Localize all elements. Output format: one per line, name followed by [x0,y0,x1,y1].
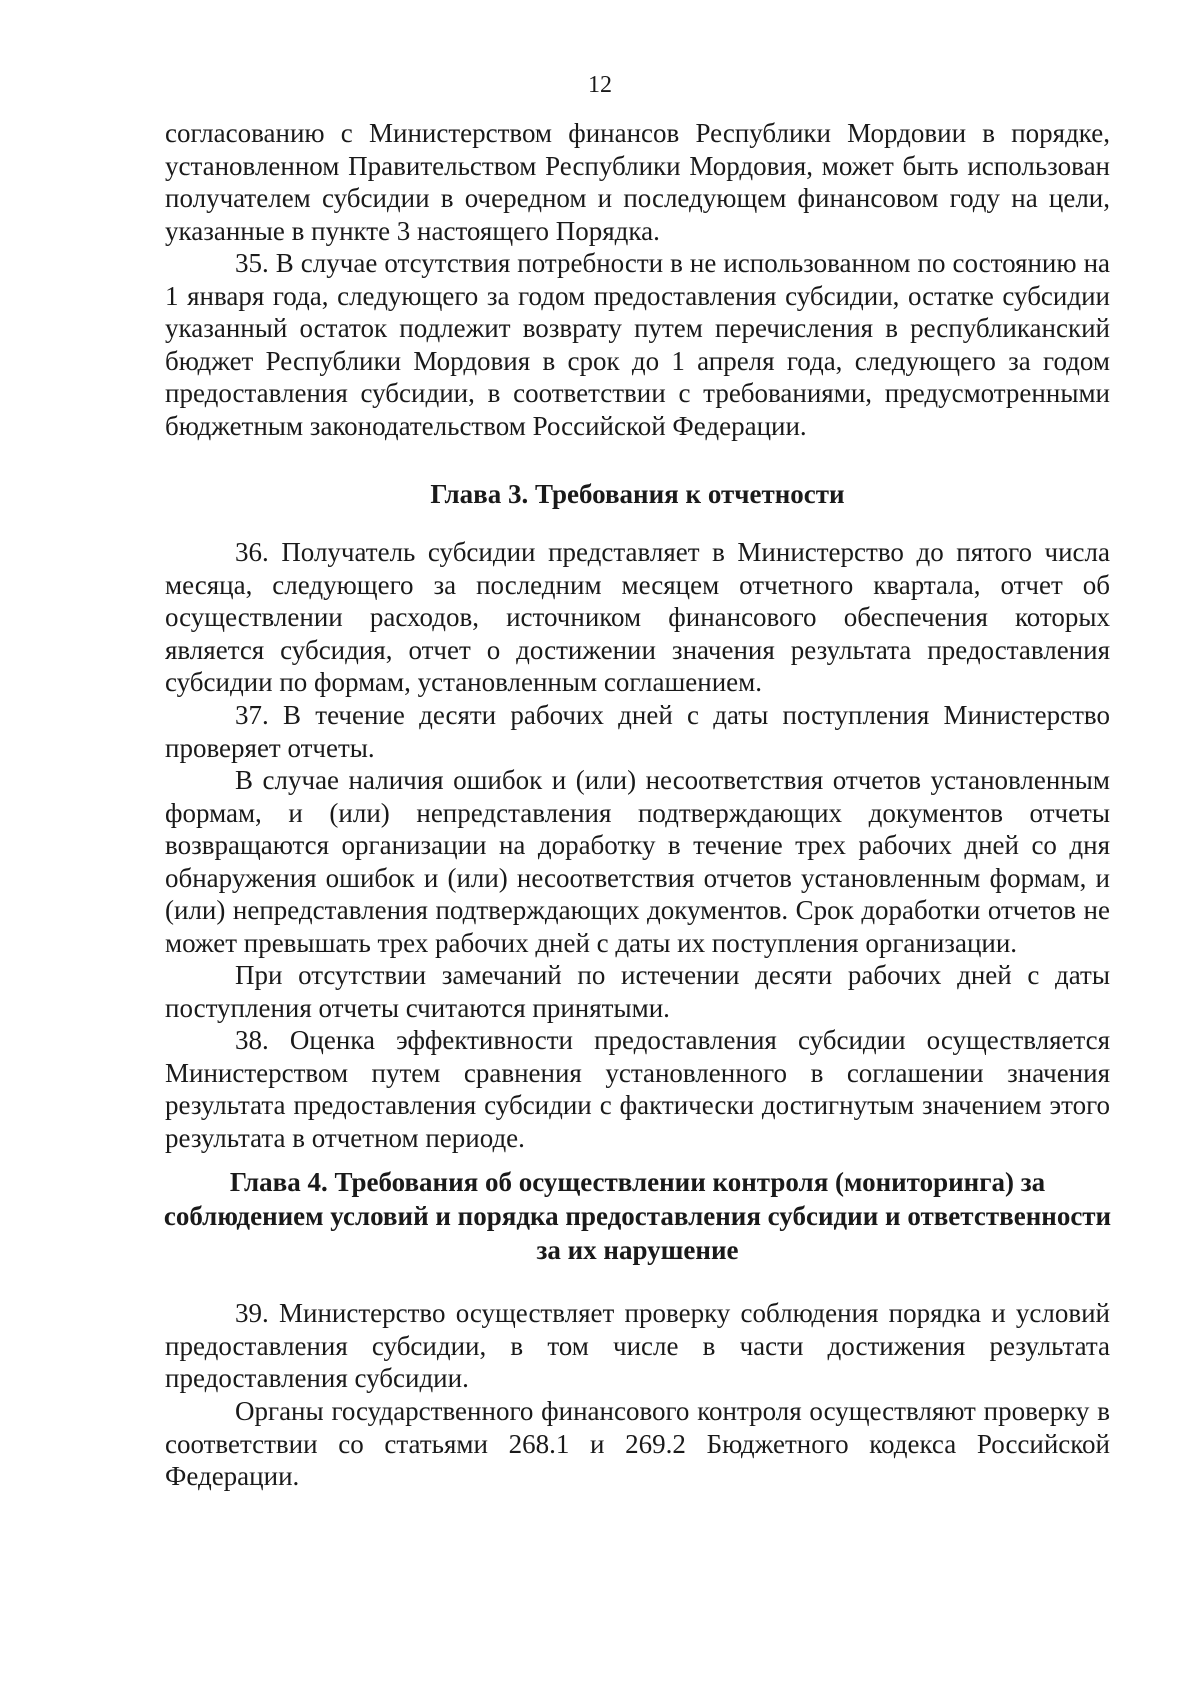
paragraph-39: 39. Министерство осуществляет проверку соблюдения порядка и условий предоставления субсидии, в том числе в части достижения результата предоставления субсидии. [165,1298,1110,1393]
paragraph-37-acceptance: При отсутствии замечаний по истечении десяти рабочих дней с даты поступления отчеты считаются принятыми. [165,960,1110,1023]
paragraph-38: 38. Оценка эффективности предоставления субсидии осуществляется Министерством путем сравнения установленного в соглашении значения результата предоставления субсидии с фактически достигнутым значением этого результата в отчетном периоде. [165,1025,1110,1153]
paragraph-37-errors: В случае наличия ошибок и (или) несоответствия отчетов установленным формам, и (или) непредставления подтверждающих документов отчеты возвращаются организации на доработку в течение трех рабочих дней со дня обнаружения ошибок и (или) несоответствия отчетов установленным формам, и (или) непредставления подтверждающих документов. Срок доработки отчетов не может превышать трех рабочих дней с даты их поступления организации. [165,765,1110,958]
paragraph-37: 37. В течение десяти рабочих дней с даты поступления Министерство проверяет отчеты. [165,700,1110,763]
chapter-3-heading: Глава 3. Требования к отчетности [430,479,845,509]
paragraph-39-control: Органы государственного финансового контроля осуществляют проверку в соответствии со статьями 268.1 и 269.2 Бюджетного кодекса Российской Федерации. [165,1396,1110,1491]
chapter-4-heading: Глава 4. Требования об осуществлении контроля (мониторинга) за соблюдением условий и порядка предоставления субсидии и ответственности за их нарушение [163,1167,1112,1265]
paragraph-35: 35. В случае отсутствия потребности в не использованном по состоянию на 1 января года, следующего за годом предоставления субсидии, остатке субсидии указанный остаток подлежит возврату путем перечисления в республиканский бюджет Республики Мордовия в срок до 1 апреля года, следующего за годом предоставления субсидии, в соответствии с требованиями, предусмотренными бюджетным законодательством Российской Федерации. [165,248,1110,441]
page-number: 12 [588,72,612,98]
paragraph-34-continuation: согласованию с Министерством финансов Республики Мордовии в порядке, установленном Правительством Республики Мордовия, может быть использован получателем субсидии в очередном и последующем финансовом году на цели, указанные в пункте 3 настоящего Порядка. [165,118,1110,246]
paragraph-36: 36. Получатель субсидии представляет в Министерство до пятого числа месяца, следующего за последним месяцем отчетного квартала, отчет об осуществлении расходов, источником финансового обеспечения которых является субсидия, отчет о достижении значения результата предоставления субсидии по формам, установленным соглашением. [165,537,1110,697]
